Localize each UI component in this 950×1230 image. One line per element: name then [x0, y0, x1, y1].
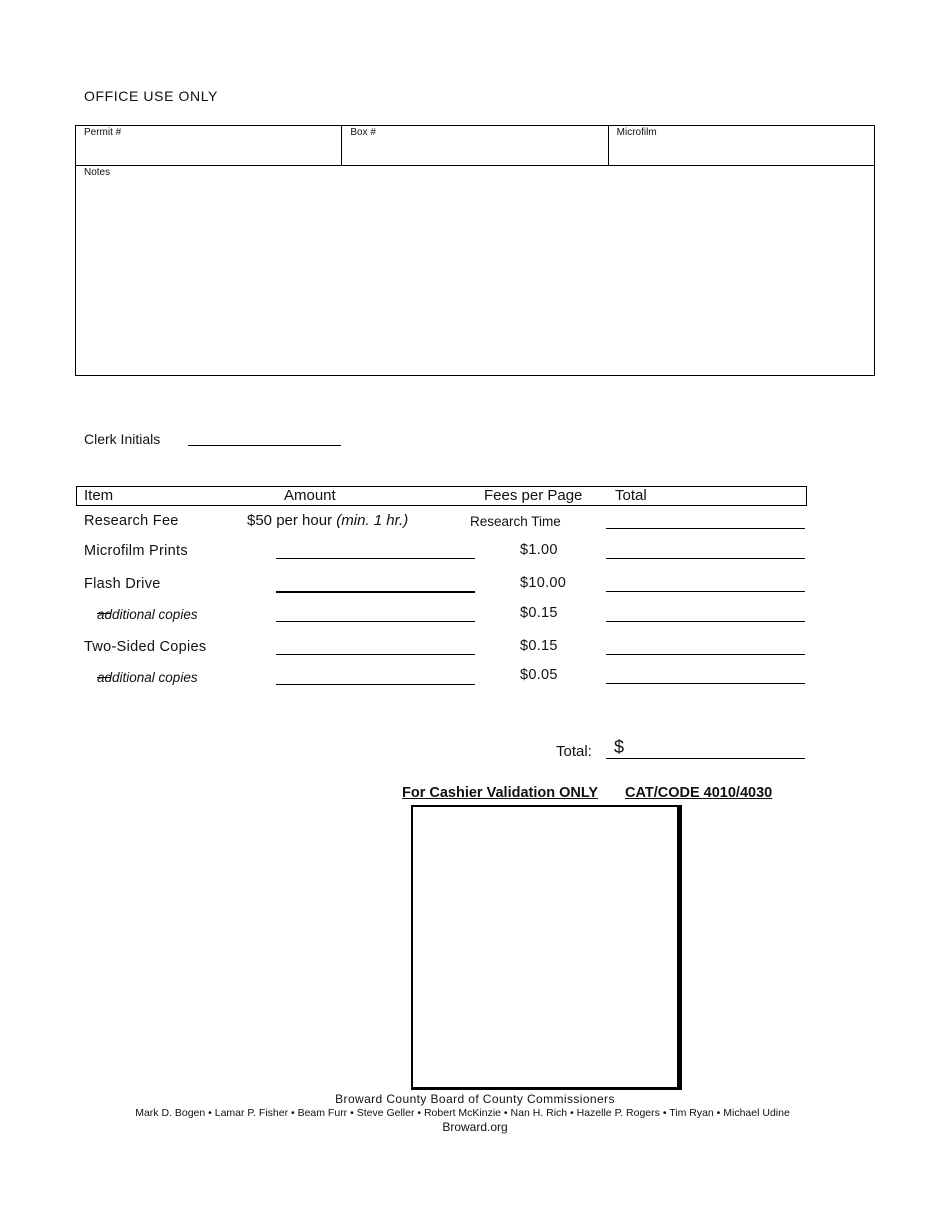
header-amount: Amount — [284, 487, 336, 504]
header-item: Item — [84, 487, 114, 504]
flash-amount-field[interactable] — [276, 591, 475, 593]
microfilm-label: Microfilm — [616, 127, 657, 138]
two-sided-additional-fee: $0.05 — [520, 667, 558, 683]
footer-commissioners: Mark D. Bogen • Lamar P. Fisher • Beam Furr • Steve Geller • Robert McKinzie • Nan H. Rich • Hazelle P. Rogers • Tim Ryan • Michael Udine — [135, 1107, 790, 1119]
research-fee-amount — [247, 512, 408, 529]
research-amount-text: $50 per hour — [247, 512, 333, 529]
two-sided-additional-total-field[interactable] — [606, 683, 805, 684]
flash-additional-total-field[interactable] — [606, 621, 805, 622]
box-field[interactable] — [342, 126, 608, 165]
permit-field[interactable] — [76, 126, 342, 165]
flash-total-field[interactable] — [606, 591, 805, 592]
flash-additional-amount-field[interactable] — [276, 621, 475, 622]
header-total: Total — [615, 487, 647, 504]
research-time-label: Research Time — [470, 514, 561, 529]
flash-additional-label: additional copies — [97, 607, 198, 622]
microfilm-total-field[interactable] — [606, 558, 805, 559]
microfilm-prints-label: Microfilm Prints — [84, 543, 188, 559]
grand-total-label: Total: — [556, 743, 592, 760]
box-label: Box # — [350, 127, 376, 138]
notes-label: Notes — [84, 167, 111, 178]
office-use-box — [75, 125, 875, 376]
grand-total-field[interactable] — [606, 758, 805, 759]
flash-drive-label: Flash Drive — [84, 576, 161, 592]
grand-total-currency: $ — [614, 737, 625, 757]
flash-additional-fee: $0.15 — [520, 605, 558, 621]
office-use-row — [76, 126, 874, 166]
clerk-initials-label: Clerk Initials — [84, 431, 161, 447]
header-fees-per-page: Fees per Page — [484, 487, 583, 504]
two-sided-amount-field[interactable] — [276, 654, 475, 655]
flash-fee: $10.00 — [520, 575, 567, 591]
cashier-validation-box — [411, 805, 682, 1090]
two-sided-label: Two-Sided Copies — [84, 639, 207, 655]
two-sided-total-field[interactable] — [606, 654, 805, 655]
permit-label: Permit # — [84, 127, 122, 138]
microfilm-amount-field[interactable] — [276, 558, 475, 559]
research-amount-note: (min. 1 hr.) — [336, 512, 409, 529]
office-use-title: OFFICE USE ONLY — [84, 88, 218, 104]
two-sided-additional-label: additional copies — [97, 670, 198, 685]
cat-code-label: CAT/CODE 4010/4030 — [625, 785, 773, 801]
footer-website[interactable]: Broward.org — [442, 1120, 508, 1134]
research-total-field[interactable] — [606, 528, 805, 529]
fee-table-header — [76, 486, 807, 506]
two-sided-additional-amount-field[interactable] — [276, 684, 475, 685]
microfilm-field[interactable] — [609, 126, 874, 165]
footer-board: Broward County Board of County Commissioners — [335, 1092, 615, 1106]
microfilm-fee: $1.00 — [520, 542, 558, 558]
two-sided-fee: $0.15 — [520, 638, 558, 654]
clerk-initials-field[interactable] — [188, 445, 341, 446]
research-fee-label: Research Fee — [84, 513, 179, 529]
cashier-validation-label: For Cashier Validation ONLY — [402, 785, 599, 801]
